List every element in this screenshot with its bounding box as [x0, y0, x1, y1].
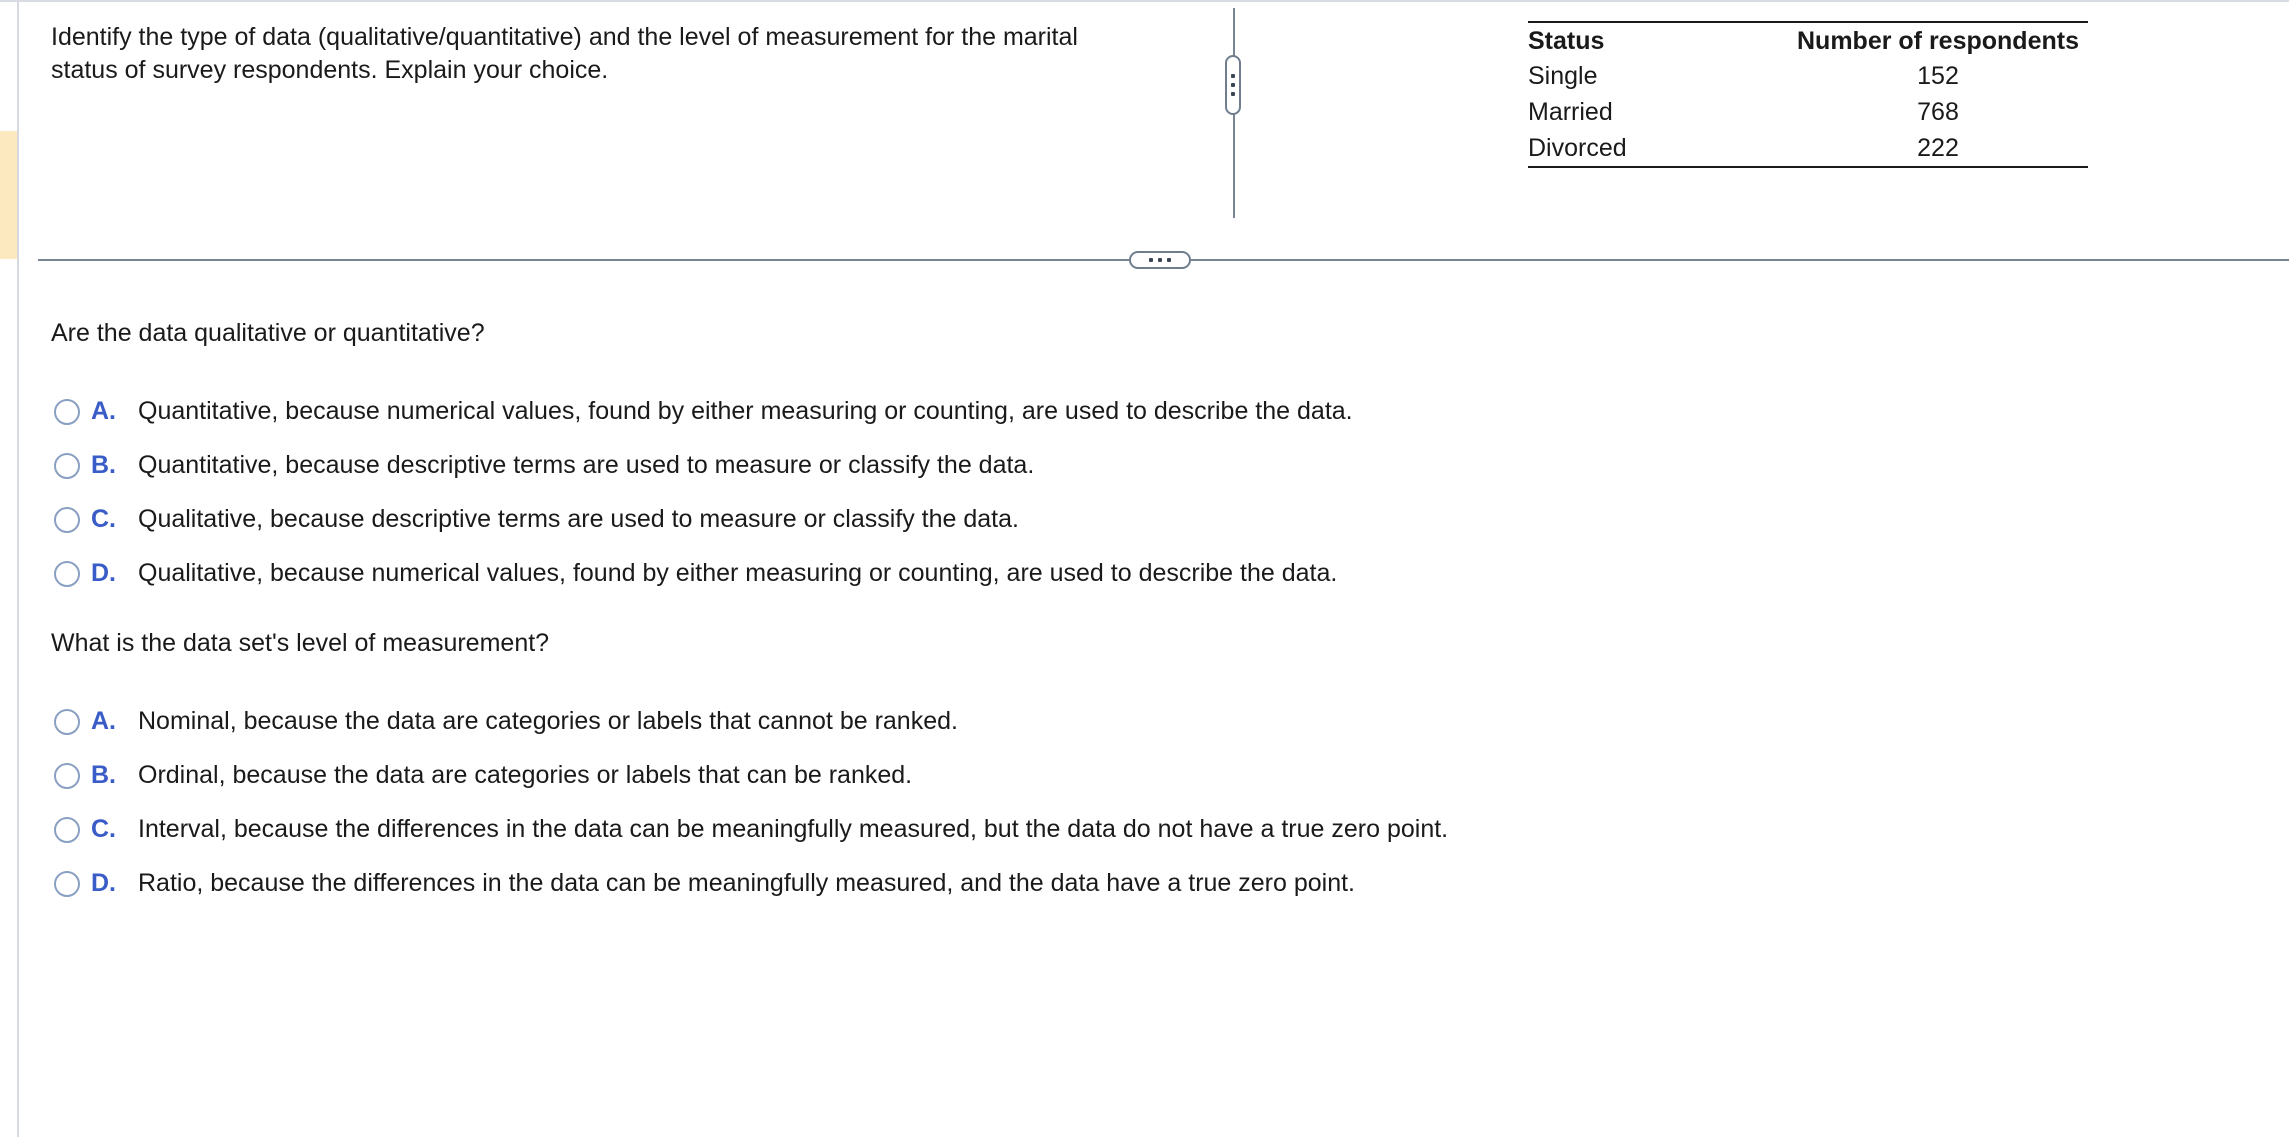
table-row	[1528, 58, 2088, 94]
part2-option-c[interactable]	[54, 813, 1448, 846]
top-border	[0, 0, 2289, 2]
radio-unchecked-icon[interactable]	[54, 817, 80, 843]
part2-prompt: What is the data set's level of measurement?	[51, 629, 550, 657]
radio-unchecked-icon[interactable]	[54, 709, 80, 735]
option-text: Qualitative, because numerical values, found by either measuring or counting, are used to describe the data.	[138, 559, 1338, 587]
part1-option-a[interactable]	[54, 395, 1353, 428]
data-table	[1528, 21, 2088, 168]
option-letter: D.	[91, 559, 116, 587]
option-letter: A.	[91, 707, 116, 735]
vertical-drag-handle-icon[interactable]	[1225, 55, 1241, 115]
option-text: Qualitative, because descriptive terms are used to measure or classify the data.	[138, 505, 1019, 533]
option-letter: B.	[91, 451, 116, 479]
column-header-count: Number of respondents	[1797, 27, 2079, 55]
horizontal-drag-handle-icon[interactable]	[1129, 251, 1191, 269]
table-cell-status: Divorced	[1528, 134, 1627, 162]
option-text: Quantitative, because descriptive terms are used to measure or classify the data.	[138, 451, 1035, 479]
table-cell-status: Married	[1528, 98, 1613, 126]
option-text: Ratio, because the differences in the data can be meaningfully measured, and the data have a true zero point.	[138, 869, 1356, 897]
question-text: Identify the type of data (qualitative/quantitative) and the level of measurement for the marital status of survey respondents. Explain your choice.	[51, 23, 1078, 84]
radio-unchecked-icon[interactable]	[54, 763, 80, 789]
table-cell-count: 152	[1917, 62, 1959, 90]
table-header-row	[1528, 22, 2088, 58]
part2-option-b[interactable]	[54, 759, 912, 792]
table-cell-count: 222	[1917, 134, 1959, 162]
part2-option-a[interactable]	[54, 705, 958, 738]
option-text: Interval, because the differences in the data can be meaningfully measured, but the data do not have a true zero point.	[138, 815, 1449, 843]
part2-option-d[interactable]	[54, 867, 1355, 900]
option-text: Ordinal, because the data are categories or labels that can be ranked.	[138, 761, 913, 789]
table-row	[1528, 130, 2088, 167]
table-cell-count: 768	[1917, 98, 1959, 126]
radio-unchecked-icon[interactable]	[54, 561, 80, 587]
table-row	[1528, 94, 2088, 130]
column-header-status: Status	[1528, 27, 1605, 55]
option-text: Quantitative, because numerical values, found by either measuring or counting, are used to describe the data.	[138, 397, 1353, 425]
radio-unchecked-icon[interactable]	[54, 399, 80, 425]
question-indicator	[0, 131, 17, 259]
option-letter: B.	[91, 761, 116, 789]
left-border	[17, 0, 19, 1137]
part1-option-b[interactable]	[54, 449, 1034, 482]
part1-prompt: Are the data qualitative or quantitative?	[51, 319, 485, 347]
option-letter: C.	[91, 815, 116, 843]
option-letter: D.	[91, 869, 116, 897]
option-letter: C.	[91, 505, 116, 533]
option-letter: A.	[91, 397, 116, 425]
part1-option-c[interactable]	[54, 503, 1019, 536]
radio-unchecked-icon[interactable]	[54, 871, 80, 897]
radio-unchecked-icon[interactable]	[54, 507, 80, 533]
table-cell-status: Single	[1528, 62, 1598, 90]
radio-unchecked-icon[interactable]	[54, 453, 80, 479]
part1-option-d[interactable]	[54, 557, 1337, 590]
option-text: Nominal, because the data are categories or labels that cannot be ranked.	[138, 707, 958, 735]
